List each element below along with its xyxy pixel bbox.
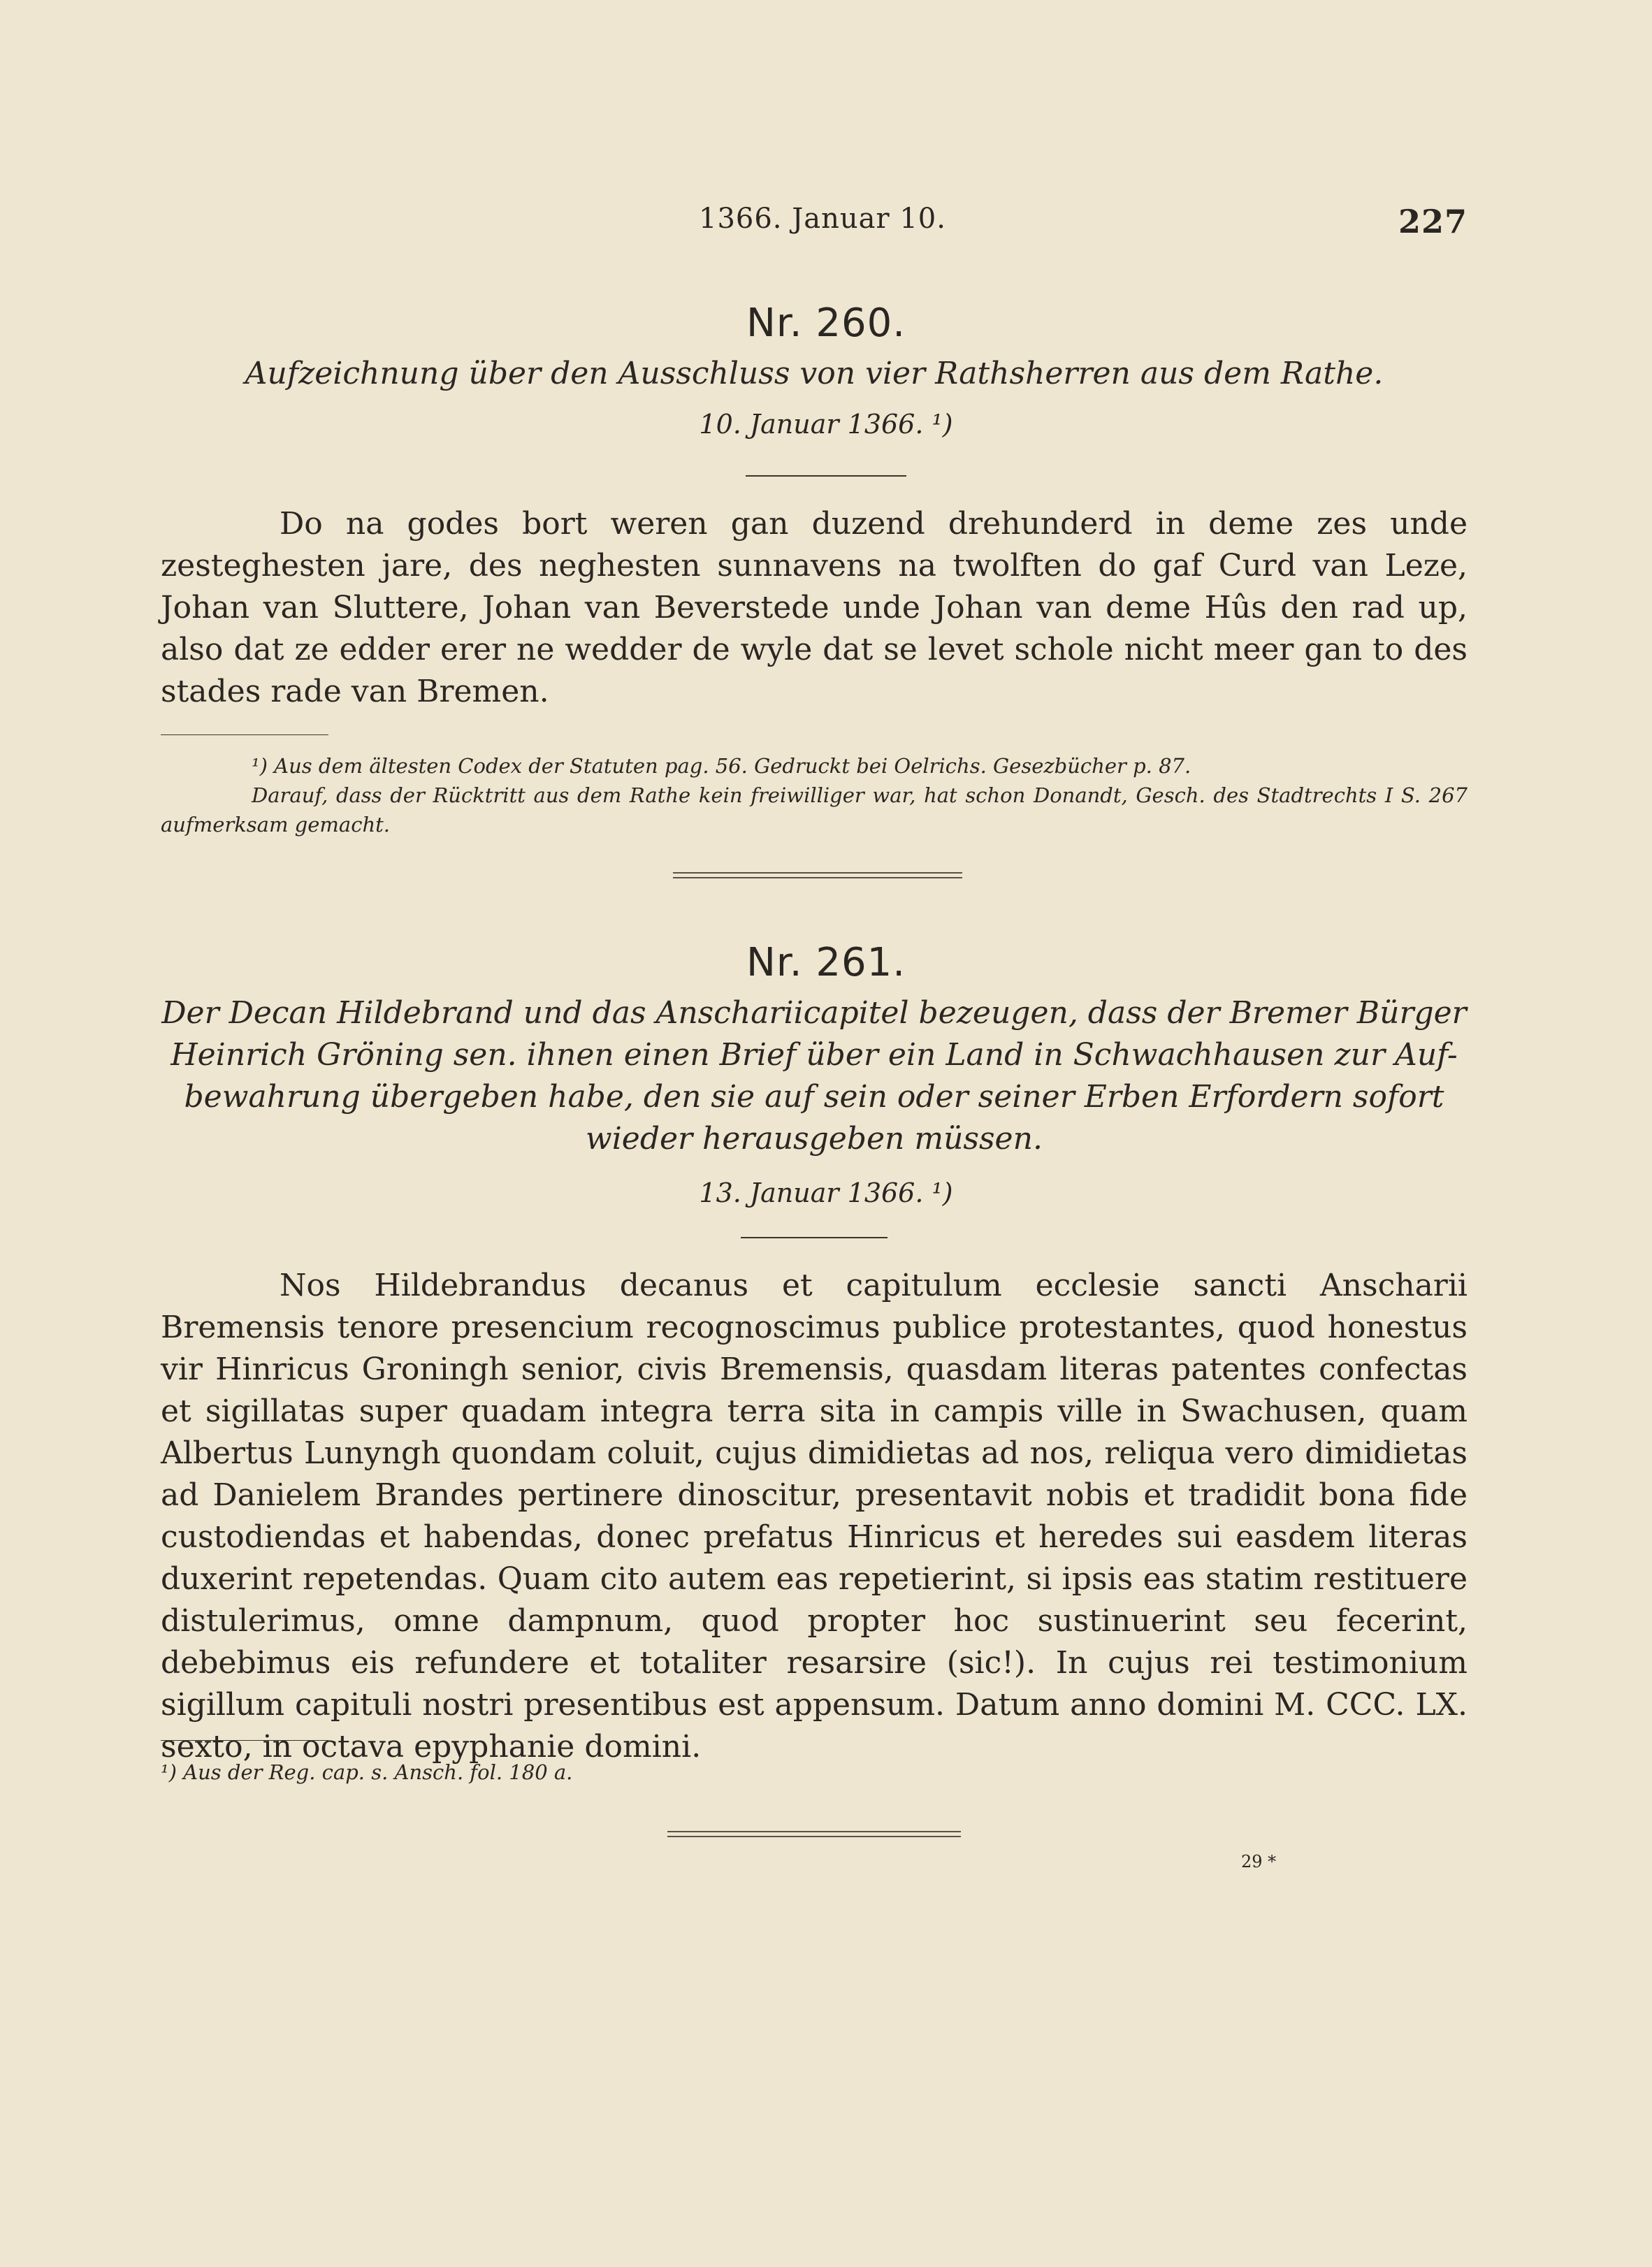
entry-title-261 [161, 992, 1468, 1160]
footnote: ¹) Aus der Reg. cap. s. Ansch. fol. 180 a. [161, 1760, 573, 1784]
footnotes-260 [161, 751, 1468, 839]
footnotes-261 [161, 1758, 1468, 1787]
footnote: Darauf, dass der Rücktritt aus dem Rathe kein freiwilliger war, hat schon Donandt, Gesch. des Stadtrechts I S. 267 aufmerksam gemacht. [161, 783, 1468, 836]
separator-rule [746, 475, 906, 477]
footnote: ¹) Aus dem ältesten Codex der Statuten pag. 56. Gedruckt bei Oelrichs. Gesezbücher p. 87. [252, 754, 1191, 778]
double-separator [673, 872, 962, 878]
entry-title-line: wieder herausgeben müssen. [586, 1121, 1043, 1157]
entry-number-260: Nr. 260. [746, 300, 906, 346]
running-head-date: 1366. Januar 10. [699, 203, 946, 235]
entry-date-260: 10. Januar 1366. ¹) [699, 409, 953, 440]
entry-title-line: bewahrung übergeben habe, den sie auf sein oder seiner Erben Erfordern sofort [184, 1079, 1444, 1115]
entry-title-line: Der Decan Hildebrand und das Anschariicapitel bezeugen, dass der Bremer Bürger [161, 995, 1467, 1031]
double-separator [667, 1831, 961, 1837]
page-number: 227 [1398, 203, 1468, 240]
entry-number-261: Nr. 261. [746, 940, 906, 985]
printer-signature: 29 * [1241, 1852, 1277, 1871]
entry-title-line: Heinrich Gröning sen. ihnen einen Brief über ein Land in Schwachhausen zur Auf- [171, 1037, 1458, 1073]
footnote-rule [161, 1740, 328, 1741]
entry-text-261: Nos Hildebrandus decanus et capitulum ecclesie sancti Anscharii Bremensis tenore presencium recognoscimus publice protestantes, quod honestus vir Hinricus Groningh senior, civis Bremensis, quasdam literas patentes confectas et sigillatas super quadam integra terra sita in campis ville in Swachusen, quam Albertus Lunyngh quondam coluit, cujus dimidietas ad nos, reliqua vero dimidietas ad Danielem Brandes pertinere dinoscitur, presentavit nobis et tradidit bona fide custodiendas et habendas, donec prefatus Hinricus et heredes sui easdem literas duxerint repetendas. Quam cito autem eas repetierint, si ipsis eas statim restituere distulerimus, omne dampnum, quod propter hoc sustinuerint seu fecerint, debebimus eis refundere et totaliter resarsire (sic!). In cujus rei testimonium sigillum capituli nostri presentibus est appensum. Datum anno domini M. CCC. LX. sexto, in octava epyphanie domini. [161, 1268, 1468, 1765]
entry-text-260: Do na godes bort weren gan duzend drehunderd in deme zes unde zesteghesten jare, des neghesten sunnavens na twolften do gaf Curd van Leze, Johan van Sluttere, Johan van Beverstede unde Johan van deme Hûs den rad up, also dat ze edder erer ne wedder de wyle dat se levet schole nicht meer gan to des stades rade van Bremen. [161, 506, 1468, 709]
footnote-rule [161, 734, 328, 735]
entry-title-260 [161, 353, 1468, 395]
entry-title-line: Aufzeichnung über den Ausschluss von vier Rathsherren aus dem Rathe. [245, 356, 1384, 391]
separator-rule [741, 1237, 887, 1238]
entry-date-261: 13. Januar 1366. ¹) [699, 1178, 953, 1208]
